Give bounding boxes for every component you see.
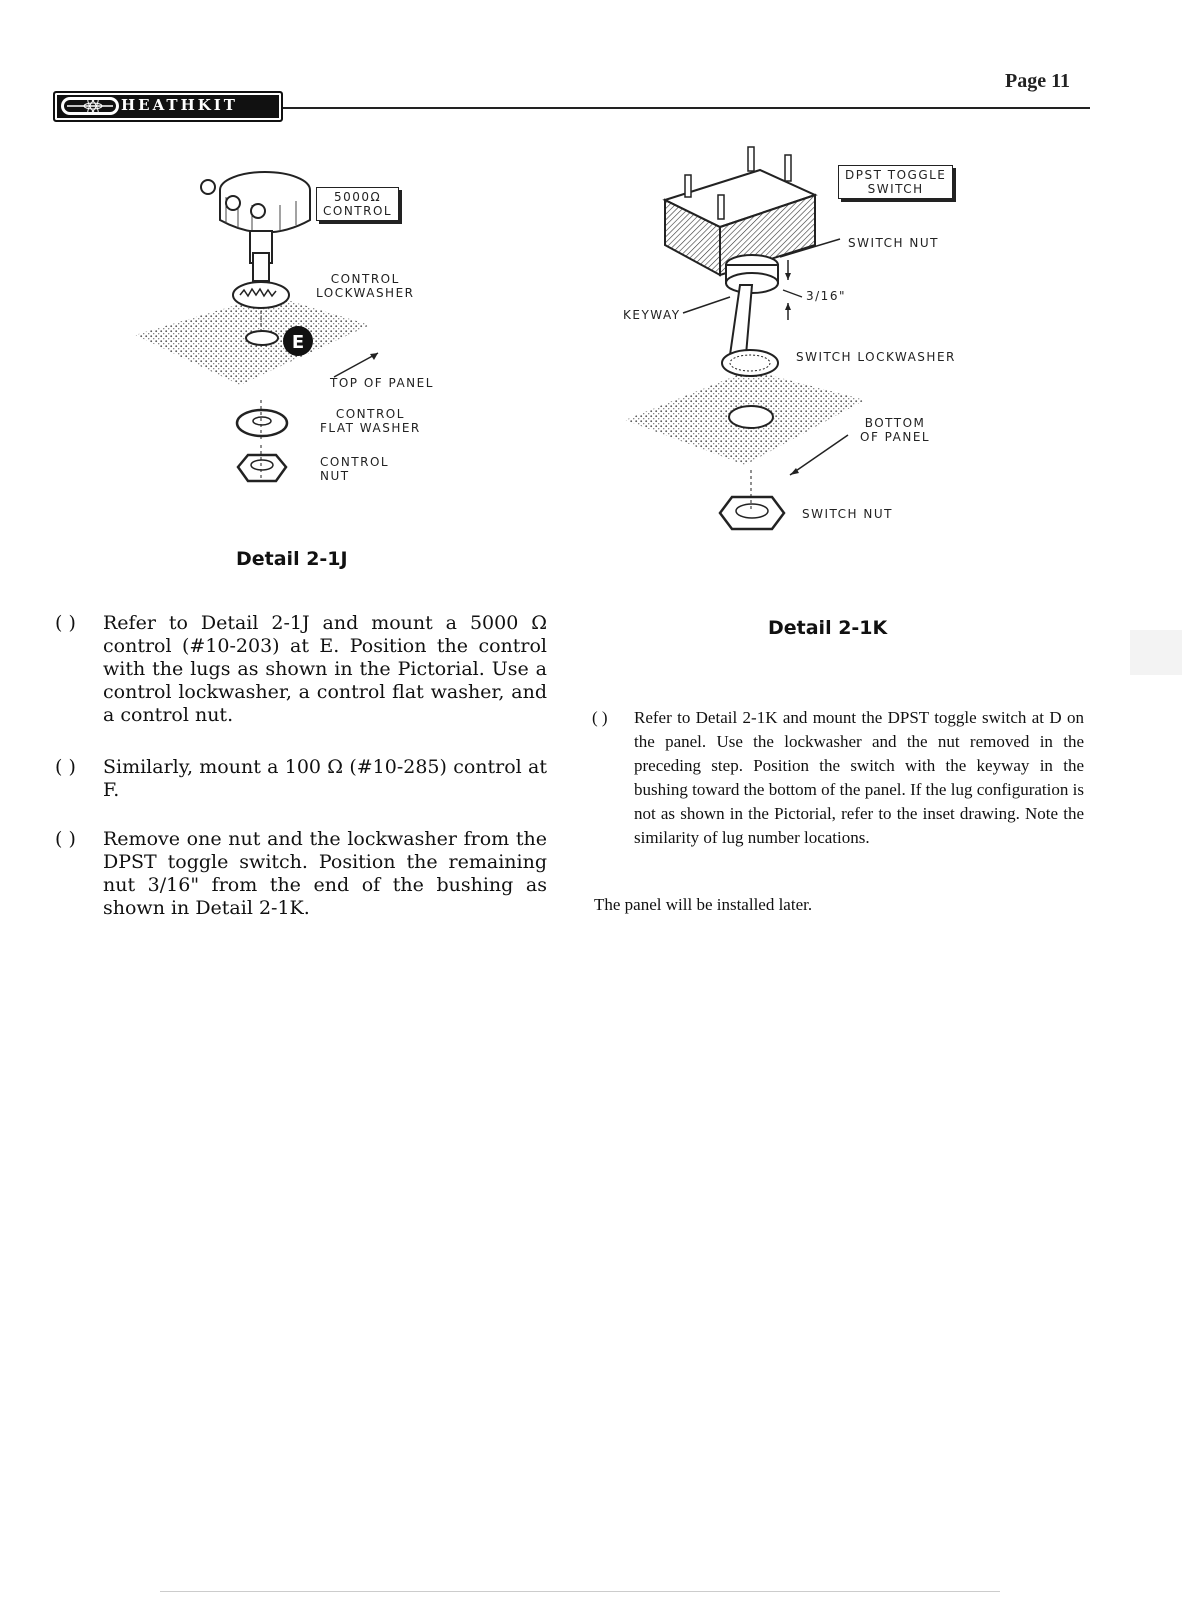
switch-nut-top-label: SWITCH NUT	[848, 236, 939, 250]
step-text: Similarly, mount a 100 Ω (#10-285) control at F.	[103, 756, 547, 801]
detail-2-1j-caption: Detail 2-1J	[236, 548, 348, 570]
control-box-label: 5000Ω CONTROL	[316, 187, 399, 221]
switch-box-label: DPST TOGGLE SWITCH	[838, 165, 953, 199]
step-checkbox[interactable]: ( )	[55, 828, 76, 850]
panel-note: The panel will be installed later.	[594, 895, 813, 914]
keyway-label: KEYWAY	[623, 308, 681, 322]
control-assembly-drawing	[120, 135, 460, 505]
logo-text: HEATHKIT	[121, 96, 238, 114]
step-text: Refer to Detail 2-1K and mount the DPST toggle switch at D on the panel. Use the lockwasher and the nut removed in the preceding step. Position the switch with the keyway in the bushing toward the bottom of the panel. If the lug configuration is not as shown in the Pictorial, refer to the inset drawing. Note the similarity of lug number locations.	[634, 708, 1084, 847]
dimension-label: 3/16"	[806, 289, 846, 303]
step-mount-dpst-switch	[592, 706, 1084, 850]
step-checkbox[interactable]: ( )	[592, 708, 608, 727]
nut-label: CONTROL NUT	[320, 455, 390, 483]
step-remove-nut-lockwasher	[55, 828, 547, 920]
bottom-of-panel-label: BOTTOM OF PANEL	[860, 416, 931, 444]
step-text: Remove one nut and the lockwasher from the DPST toggle switch. Position the remaining nut 3/16" from the end of the bushing as shown in Detail 2-1K.	[103, 828, 547, 919]
top-of-panel-label: TOP OF PANEL	[330, 376, 434, 390]
step-checkbox[interactable]: ( )	[55, 756, 76, 778]
detail-2-1k-caption: Detail 2-1K	[768, 617, 888, 639]
margin-scan-mark	[1130, 630, 1182, 675]
step-mount-100-control	[55, 756, 547, 802]
detail-2-1k-figure	[620, 135, 1000, 555]
step-text: Refer to Detail 2-1J and mount a 5000 Ω control (#10-203) at E. Position the control with the lugs as shown in the Pictorial. Use a control lockwasher, a control flat washer, and a control nut.	[103, 612, 547, 726]
lockwasher-label: CONTROL LOCKWASHER	[316, 272, 415, 300]
header-rule	[272, 107, 1090, 109]
switch-nut-bottom-label: SWITCH NUT	[802, 507, 893, 521]
heathkit-logo	[53, 91, 283, 122]
switch-lockwasher-label: SWITCH LOCKWASHER	[796, 350, 956, 364]
logo-emblem-icon	[61, 96, 121, 116]
page-number: Page 11	[1005, 70, 1070, 92]
step-mount-5000-control	[55, 612, 547, 727]
flat-washer-label: CONTROL FLAT WASHER	[320, 407, 421, 435]
footer-rule	[160, 1591, 1000, 1592]
step-checkbox[interactable]: ( )	[55, 612, 76, 634]
hole-e-label: E	[291, 332, 305, 353]
detail-2-1j-figure	[120, 135, 460, 505]
